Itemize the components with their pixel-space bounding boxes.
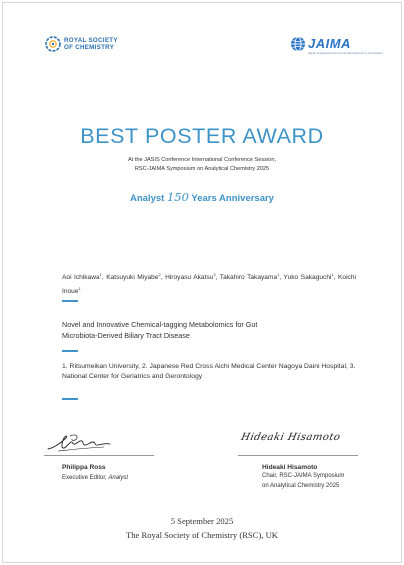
author-name: Katsuyuki Miyabe xyxy=(106,274,159,282)
signature-line-right xyxy=(238,455,358,456)
paper-title-line-1: Novel and Innovative Chemical-tagging Metabolomics for Gut xyxy=(62,320,258,329)
anniversary-banner xyxy=(0,190,404,204)
signer-right xyxy=(262,463,392,491)
affiliations: 1. Ritsumeikan University, 2. Japanese Red Cross Aichi Medical Center Nagoya Daini Hospital, 3. National Center for Geriatrics and Gerontology xyxy=(62,363,356,381)
jaima-logo xyxy=(290,36,383,58)
author-affiliation-mark: 1 xyxy=(99,272,102,277)
jaima-wordmark: JAIMA xyxy=(308,36,351,51)
author-affiliation-mark: 1 xyxy=(331,272,334,277)
certificate-footer xyxy=(0,514,404,542)
signature-line-left xyxy=(44,455,154,456)
accent-rule-1 xyxy=(62,300,78,302)
jaima-globe-icon xyxy=(290,36,306,52)
signer-left-name: Philippa Ross xyxy=(62,464,106,471)
author-list: Aoi Ichikawa$^1$, Katsuyuki Miyabe$^2$, Hiroyasu Akatsu$^3$, Takahiro Takayama$^1$, Yuko Sakaguchi$^1$, Koichi Inoue$^1$ xyxy=(62,272,356,296)
rsc-logo-line-1: ROYAL SOCIETY xyxy=(64,37,118,44)
signature-hideaki-hisamoto xyxy=(238,432,348,454)
conference-line-1: At the JASIS Conference International Conference Session, xyxy=(127,157,276,163)
anniversary-suffix: Years Anniversary xyxy=(191,193,274,204)
rsc-logo-text xyxy=(64,37,118,52)
signer-left-role-journal: Analyst xyxy=(108,475,129,481)
paper-title xyxy=(62,320,352,342)
conference-line-2: RSC-JAIMA Symposium on Analytical Chemistry 2025 xyxy=(134,166,270,172)
signer-left-role-prefix: Executive Editor, xyxy=(62,475,107,481)
author-name: Takahiro Takayama xyxy=(219,274,278,282)
author-name: Koichi Inoue xyxy=(62,274,356,296)
accent-rule-3 xyxy=(62,398,78,400)
signer-right-name: Hideaki Hisamoto xyxy=(262,464,318,471)
author-name: Aoi Ichikawa xyxy=(62,274,100,282)
award-date: 5 September 2025 xyxy=(170,516,234,526)
signer-left-role xyxy=(62,473,192,483)
anniversary-number: 150 xyxy=(166,190,189,204)
signer-right-role-2: on Analytical Chemistry 2025 xyxy=(262,482,340,489)
awarding-organization: The Royal Society of Chemistry (RSC), UK xyxy=(125,530,279,540)
author-name: Yuko Sakaguchi xyxy=(283,274,332,282)
rsc-emblem-icon xyxy=(44,35,62,53)
author-affiliation-mark: 2 xyxy=(158,272,161,277)
rsc-logo xyxy=(44,34,134,58)
anniversary-prefix: Analyst xyxy=(130,193,165,204)
rsc-logo-line-2: OF CHEMISTRY xyxy=(64,44,115,52)
author-affiliation-mark: 3 xyxy=(213,272,216,277)
signature-philippa-ross xyxy=(44,432,114,454)
author-affiliation-mark: 1 xyxy=(78,286,81,292)
signer-left xyxy=(62,463,192,483)
signer-right-role-1: Chair, RSC-JAIMA Symposium xyxy=(262,473,345,480)
author-affiliation-mark: 1 xyxy=(277,272,280,277)
conference-info xyxy=(0,156,404,174)
paper-title-line-2: Microbiota-Derived Biliary Tract Disease xyxy=(62,330,190,340)
award-title: BEST POSTER AWARD xyxy=(80,124,324,148)
author-name: Hiroyasu Akatsu xyxy=(165,274,214,282)
accent-rule-2 xyxy=(62,350,78,352)
signature-text: Hideaki Hisamoto xyxy=(240,432,342,443)
jaima-subtitle: Japan Analytical Instruments Manufacturers' Association xyxy=(308,51,383,55)
